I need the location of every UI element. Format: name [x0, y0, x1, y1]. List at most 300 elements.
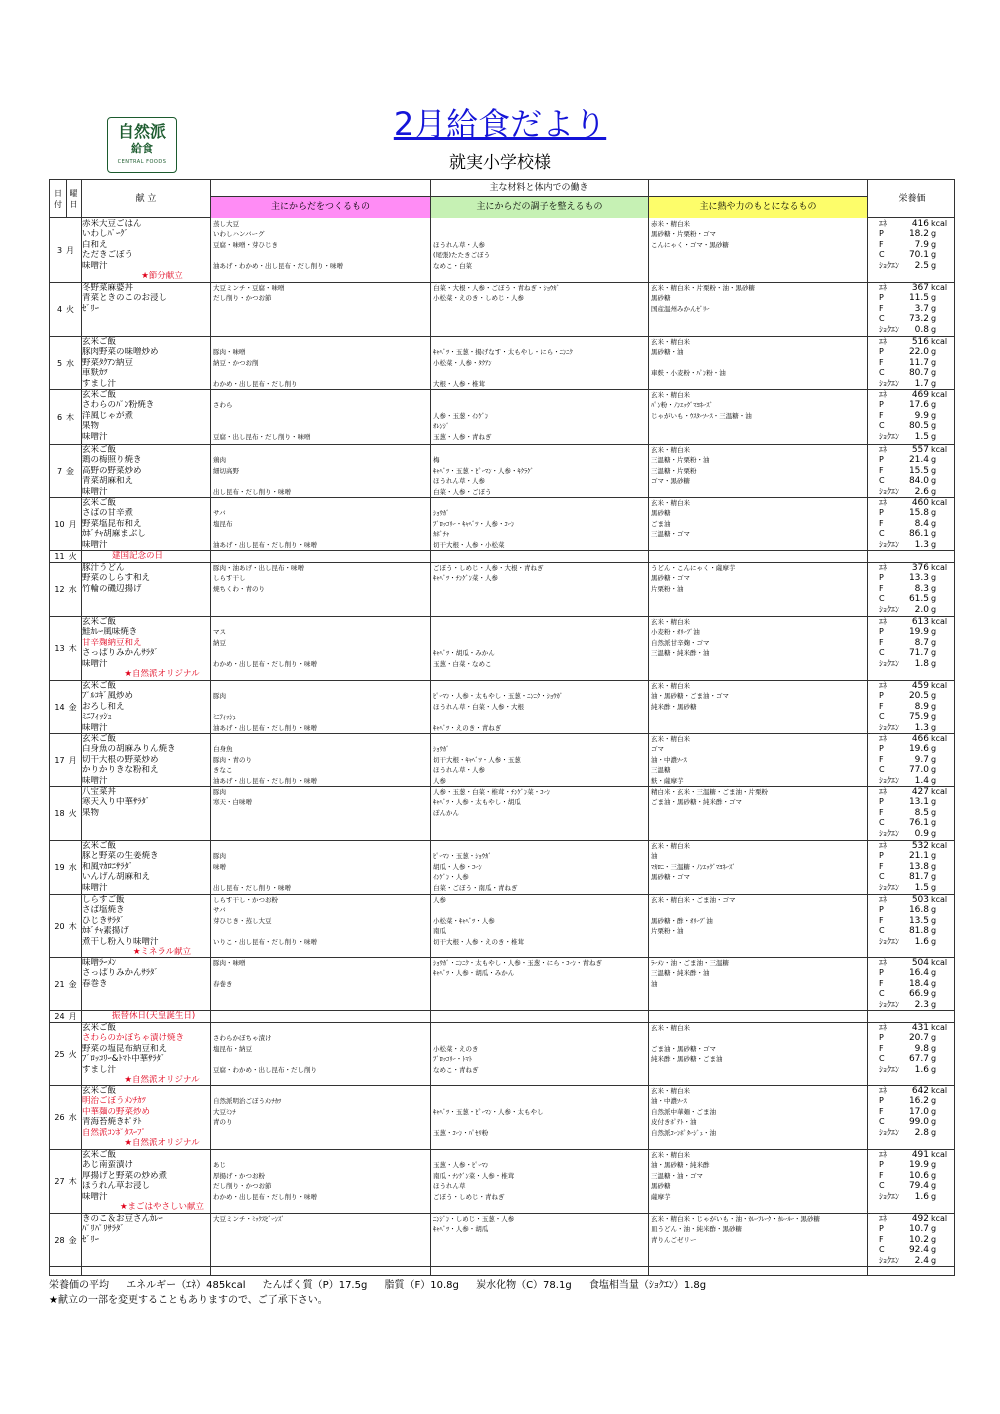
- material-item: 小松菜・えのき・しめじ・人参: [433, 294, 524, 303]
- material-item: [433, 229, 647, 239]
- materials-green: [433, 681, 647, 733]
- date-number: 28: [54, 1235, 65, 1245]
- material-item: 豚肉・味噌: [213, 959, 246, 967]
- materials-red: [213, 734, 429, 786]
- nutrition-value: 19.9: [908, 627, 929, 638]
- nutrition-salt: [879, 1128, 955, 1138]
- material-item: ｷｬﾍﾞﾂ・玉葱・ﾋﾟｰﾏﾝ・人参・太もやし: [433, 1107, 544, 1116]
- menu-item: 鶏の梅照り焼き: [82, 455, 142, 466]
- date-number: 25: [54, 1049, 65, 1059]
- menu-item: 玄米ご飯: [82, 617, 117, 627]
- material-item: わかめ・出し昆布・だし削り・味噌: [213, 659, 317, 668]
- material-item: 自然派明治ごぼうﾒﾝﾁｶﾂ: [213, 1097, 282, 1106]
- materials-yellow: [651, 734, 866, 786]
- material-item: [213, 734, 429, 744]
- material-item: 油あげ・出し昆布・だし削り・味噌: [213, 723, 317, 732]
- date-dow: 月: [68, 1012, 77, 1021]
- nutrition-key: ｼｮｸｴﾝ: [879, 828, 899, 838]
- material-item: 大根・人参・椎茸: [433, 379, 485, 388]
- menu-item: 玄米ご飯: [82, 1150, 117, 1160]
- nutrition-unit: g: [931, 421, 937, 431]
- nutrition-carb: [879, 765, 955, 775]
- nutrition-carb: [879, 529, 955, 539]
- holiday-row: [50, 1011, 955, 1023]
- nutrition-key: P: [879, 691, 884, 701]
- menu-item: ｾﾞﾘｰ: [82, 1234, 100, 1245]
- material-item: ごぼう・しめじ・人参・大根・青ねぎ: [433, 564, 544, 572]
- material-item: 青のり: [213, 1118, 233, 1127]
- material-item: 玉葱・白菜・なめこ: [433, 659, 492, 668]
- menu-item: かりかりきな粉和え: [82, 765, 159, 776]
- nutrition-unit: kcal: [931, 337, 948, 346]
- nutrition-value: 367: [911, 283, 929, 293]
- nutrition-value: 17.6: [908, 400, 929, 411]
- nutrition-value: 61.5: [908, 594, 929, 605]
- nutrition-unit: g: [931, 1106, 937, 1116]
- material-item: [651, 487, 866, 497]
- table-row: [50, 617, 955, 681]
- nutrition-key: F: [879, 1170, 884, 1180]
- logo-line1: 自然派: [117, 122, 166, 141]
- material-item: 豚肉・青のり: [213, 755, 252, 764]
- nutrition-key: P: [879, 229, 884, 239]
- menu-item: 青海苔焼きﾎﾟﾃﾄ: [82, 1117, 142, 1128]
- nutrition-energy: [879, 563, 955, 573]
- nutrition-salt: [879, 379, 955, 389]
- nutrition-key: ｴﾈ: [879, 283, 887, 292]
- nutrition-value: 80.7: [908, 368, 929, 379]
- nutrition-value: 8.4: [914, 518, 929, 529]
- nutrition-key: C: [879, 1245, 885, 1255]
- date-dow: 木: [68, 1177, 77, 1186]
- material-item: 玄米・精白米: [651, 338, 690, 346]
- nutrition-unit: g: [931, 851, 937, 861]
- nutrition-unit: g: [931, 999, 937, 1009]
- material-item: ｷｬﾍﾞﾂ・人参・胡瓜・みかん: [433, 969, 515, 978]
- menu-item: 玄米ご飯: [82, 445, 117, 455]
- menu-item: 味噌汁: [82, 486, 108, 497]
- nutrition-unit: g: [931, 539, 937, 549]
- menu-item: さわらのﾊﾟﾝ粉焼き: [82, 400, 155, 411]
- material-item: ﾏｶﾛﾆ・三温糖・ﾉﾝｴｯｸﾞﾏﾖﾈｰｽﾞ: [651, 862, 736, 871]
- nutrition-key: ｴﾈ: [879, 498, 887, 507]
- menu-item: 鮭ｶﾚｰ風味焼き: [82, 627, 138, 638]
- nutrition-key: ｴﾈ: [879, 841, 887, 850]
- nutrition-value: 491: [911, 1150, 929, 1160]
- nutrition-carb: [879, 712, 955, 722]
- material-item: [433, 734, 647, 744]
- nutrition-fat: [879, 638, 955, 648]
- material-item: [651, 883, 866, 893]
- material-item: 玄米・精白米: [651, 1024, 690, 1032]
- material-item: [433, 627, 647, 637]
- nutrition-value: 81.7: [908, 872, 929, 883]
- material-item: 塩昆布: [213, 519, 233, 528]
- material-item: [433, 841, 647, 851]
- nutrition-value: 1.3: [914, 722, 929, 733]
- header-dow: 曜 日: [69, 189, 78, 209]
- nutrition-salt: [879, 776, 955, 786]
- nutrition-unit: g: [931, 1245, 937, 1255]
- nutrition-unit: g: [931, 915, 937, 925]
- material-item: ｷｬﾍﾞﾂ・ﾁﾝｹﾞﾝ菜・人参: [433, 574, 498, 583]
- nutrition-unit: g: [931, 797, 937, 807]
- nutrition-key: ｴﾈ: [879, 445, 887, 454]
- material-item: 白菜・大根・人参・ごぼう・青ねぎ・ｼｮｳｶﾞ: [433, 284, 560, 292]
- date-dow: 水: [68, 585, 77, 594]
- nutrition-value: 1.4: [914, 775, 929, 786]
- material-item: ゴマ: [651, 745, 664, 754]
- menu-item: 味噌汁: [82, 658, 108, 669]
- menu-item: 味噌汁: [82, 882, 108, 893]
- material-item: [433, 681, 647, 691]
- nutrition-value: 16.8: [908, 905, 929, 916]
- nutrition-key: F: [879, 410, 884, 420]
- material-item: 片栗粉・油: [651, 584, 684, 593]
- nutrition-value: 11.7: [908, 357, 929, 368]
- material-item: ｼｮｳｶﾞ: [433, 509, 450, 518]
- date-number: 21: [54, 979, 65, 989]
- menu-item: 味噌汁: [82, 1191, 108, 1202]
- nutrition-value: 8.7: [914, 637, 929, 648]
- material-item: 南瓜・ﾁﾝｹﾞﾝ菜・人参・椎茸: [433, 1171, 515, 1180]
- nutrition-value: 10.6: [908, 1170, 929, 1181]
- material-item: ｷｬﾍﾞﾂ・胡瓜・みかん: [433, 649, 495, 658]
- nutrition-value: 469: [911, 390, 929, 400]
- material-item: 三温糖: [651, 766, 671, 775]
- materials-red: [213, 895, 429, 947]
- date-dow: 水: [66, 358, 75, 368]
- avg-label: 栄養価の平均: [49, 1280, 109, 1291]
- nutrition-value: 84.0: [908, 476, 929, 487]
- material-item: 出し昆布・だし削り・味噌: [213, 883, 291, 892]
- material-item: 南瓜: [433, 927, 446, 936]
- nutrition-protein: [879, 968, 955, 978]
- menu-item: 果物: [82, 421, 100, 432]
- date-dow: 木: [68, 644, 77, 653]
- date-dow: 火: [68, 552, 77, 561]
- nutrition-value: 92.4: [908, 1245, 929, 1256]
- nutrition-unit: kcal: [931, 390, 948, 399]
- nutrition-salt: [879, 883, 955, 893]
- material-item: 小松菜・えのき: [433, 1044, 479, 1053]
- date-number: 20: [54, 921, 65, 931]
- materials-yellow: [651, 1150, 866, 1202]
- materials-yellow: [651, 498, 866, 550]
- nutrition-value: 459: [911, 681, 929, 691]
- nutrition-key: ｼｮｸｴﾝ: [879, 604, 899, 614]
- nutrition-protein: [879, 1160, 955, 1170]
- material-item: 皿うどん・油・純米酢・黒砂糖: [651, 1225, 742, 1234]
- menu-item: 玄米ご飯: [82, 1086, 117, 1096]
- materials-red: [213, 283, 429, 304]
- nutrition-unit: g: [931, 604, 937, 614]
- nutrition-value: 613: [911, 617, 929, 627]
- date-cell: [50, 895, 81, 957]
- material-item: 玄米・精白米・片栗粉・油・黒砂糖: [651, 284, 755, 292]
- table-row: [50, 1150, 955, 1214]
- nutrition-value: 16.2: [908, 1096, 929, 1107]
- nutrition-fat: [879, 862, 955, 872]
- header-nutrition: 栄養価: [898, 193, 926, 204]
- nutrition-fat: [879, 916, 955, 926]
- nutrition-unit: kcal: [931, 787, 948, 796]
- nutrition-key: P: [879, 1160, 884, 1170]
- material-item: なめこ・青ねぎ: [433, 1065, 479, 1074]
- nutrition-key: ｴﾈ: [879, 337, 887, 346]
- material-item: 青りんごゼリー: [651, 1235, 697, 1244]
- nutrition-fat: [879, 979, 955, 989]
- materials-yellow: [651, 958, 866, 989]
- material-item: 玄米・精白米: [651, 499, 690, 507]
- nutrition-carb: [879, 818, 955, 828]
- date-cell: [50, 1214, 81, 1266]
- nutrition-value: 9.7: [914, 754, 929, 765]
- date-dow: 月: [68, 755, 77, 765]
- nutrition-unit: g: [931, 1033, 937, 1043]
- menu-item: ｶﾎﾞﾁｬ素揚げ: [82, 926, 129, 937]
- nutrition-key: ｴﾈ: [879, 681, 887, 690]
- nutrition-unit: g: [931, 1117, 937, 1127]
- material-item: ｲﾝｹﾞﾝ・人参: [433, 873, 469, 882]
- nutrition-key: F: [879, 754, 884, 764]
- nutrition-key: F: [879, 807, 884, 817]
- menu-item: ★自然派オリジナル: [124, 1075, 200, 1086]
- nutrition-value: 19.6: [908, 744, 929, 755]
- material-item: 国産温州みかんｾﾞﾘｰ: [651, 304, 710, 313]
- nutrition-fat: [879, 1107, 955, 1117]
- nutrition-key: ｼｮｸｴﾝ: [879, 431, 899, 441]
- avg-protein: たんぱく質（P）17.5g: [262, 1280, 368, 1291]
- nutrition-value: 516: [911, 337, 929, 347]
- nutrition-unit: kcal: [931, 498, 948, 507]
- material-item: 油: [651, 979, 658, 988]
- nutrition-value: 557: [911, 445, 929, 455]
- material-item: [213, 617, 429, 627]
- nutrition-fat: [879, 358, 955, 368]
- nutrition-fat: [879, 584, 955, 594]
- nutrition-unit: g: [931, 1127, 937, 1137]
- nutrition-unit: g: [931, 691, 937, 701]
- nutrition-unit: g: [931, 229, 937, 239]
- material-item: 油・黒砂糖・ごま油・ゴマ: [651, 692, 729, 701]
- nutrition-key: ｴﾈ: [879, 390, 887, 399]
- material-item: 車麩・小麦粉・ﾊﾟﾝ粉・油: [651, 369, 726, 378]
- nutrition-key: ｴﾈ: [879, 1150, 887, 1159]
- material-item: [433, 1235, 647, 1245]
- material-item: ﾌﾞﾛｯｺﾘｰ・ｷｬﾍﾞﾂ・人参・ｺｰﾝ: [433, 519, 515, 528]
- nutrition-unit: g: [931, 594, 937, 604]
- material-item: [213, 337, 429, 347]
- material-item: ｷｬﾍﾞﾂ・人参・胡瓜: [433, 1225, 489, 1234]
- nutrition-value: 76.1: [908, 818, 929, 829]
- material-item: 納豆・かつお削: [213, 358, 259, 367]
- materials-green: [433, 498, 647, 550]
- nutrition-unit: g: [931, 828, 937, 838]
- nutrition-value: 2.6: [914, 486, 929, 497]
- nutrition-value: 1.6: [914, 936, 929, 947]
- table-row: [50, 1214, 955, 1267]
- date-cell: [50, 498, 81, 550]
- nutrition-key: F: [879, 1234, 884, 1244]
- nutrition-key: ｴﾈ: [879, 1086, 887, 1095]
- nutrition-fat: [879, 1235, 955, 1245]
- material-item: ｷｬﾍﾞﾂ・えのき・青ねぎ: [433, 723, 502, 732]
- material-item: 玄米・精白米: [651, 842, 690, 850]
- material-item: [213, 1150, 429, 1160]
- nutrition-unit: g: [931, 368, 937, 378]
- materials-green: [433, 617, 647, 669]
- material-item: 玄米・精白米: [651, 1151, 690, 1159]
- nutrition-key: F: [879, 861, 884, 871]
- nutrition-value: 73.2: [908, 314, 929, 325]
- menu-item: 煮干し粉入り味噌汁: [82, 936, 159, 947]
- material-item: 精白米・玄米・三温糖・ごま油・片栗粉: [651, 788, 768, 796]
- materials-red: [213, 337, 429, 389]
- material-item: 寒天・白味噌: [213, 798, 252, 807]
- materials-yellow: [651, 617, 866, 669]
- nutrition-value: 416: [911, 219, 929, 229]
- nutrition-key: P: [879, 1033, 884, 1043]
- date-number: 24: [54, 1012, 65, 1021]
- nutrition-energy: [879, 283, 955, 293]
- date-dow: 月: [68, 519, 77, 529]
- material-item: 小松菜・人参・ﾀｸｱﾝ: [433, 358, 492, 367]
- material-item: ｼｮｳｶﾞ・ﾆﾝﾆｸ・太もやし・人参・玉葱・にら・ｺｰﾝ・青ねぎ: [433, 959, 602, 967]
- header-red: 主にからだをつくるもの: [211, 197, 430, 218]
- material-item: 味噌: [213, 862, 226, 871]
- nutrition-salt: [879, 829, 955, 839]
- nutrition-value: 460: [911, 498, 929, 508]
- nutrition-value: 13.3: [908, 573, 929, 584]
- table-row: [50, 734, 955, 787]
- materials-yellow: [651, 283, 866, 314]
- materials-yellow: [651, 219, 866, 271]
- material-item: [433, 337, 647, 347]
- menu-item: さば塩焼き: [82, 905, 125, 916]
- nutrition-unit: g: [931, 722, 937, 732]
- material-item: 芽ひじき・蒸し大豆: [213, 916, 272, 925]
- date-cell: [50, 337, 81, 389]
- date-dow: 金: [68, 979, 77, 989]
- date-number: 10: [54, 519, 65, 529]
- materials-yellow: [651, 681, 866, 733]
- nutrition-fat: [879, 519, 955, 529]
- nutrition-carb: [879, 314, 955, 324]
- menu-item: さっぱりみかんｻﾗﾀﾞ: [82, 648, 159, 659]
- nutrition-unit: g: [931, 357, 937, 367]
- nutrition-unit: g: [931, 1043, 937, 1053]
- menu-item: さばの甘辛煮: [82, 508, 134, 519]
- material-item: [213, 968, 429, 978]
- menu-item: ﾊﾟﾘﾊﾟﾘｻﾗﾀﾞ: [82, 1224, 125, 1235]
- date-cell: [50, 958, 81, 1010]
- nutrition-values: [879, 895, 955, 947]
- nutrition-energy: [879, 337, 955, 347]
- nutrition-protein: [879, 455, 955, 465]
- material-item: いりこ・出し昆布・だし削り・味噌: [213, 937, 317, 946]
- material-item: 小松菜・ｷｬﾍﾞﾂ・人参: [433, 916, 495, 925]
- date-cell: [50, 445, 81, 497]
- menu-item: 寒天入り中華ｻﾗﾀﾞ: [82, 797, 151, 808]
- material-item: [213, 250, 429, 260]
- nutrition-unit: g: [931, 936, 937, 946]
- nutrition-value: 642: [911, 1086, 929, 1096]
- nutrition-value: 20.7: [908, 1033, 929, 1044]
- materials-red: [213, 445, 429, 497]
- material-item: 玉葱・人参・ﾋﾟｰﾏﾝ: [433, 1161, 489, 1170]
- material-item: 切干大根・人参・えのき・椎茸: [433, 937, 524, 946]
- material-item: [651, 808, 866, 818]
- material-item: わかめ・出し昆布・だし削り: [213, 379, 298, 388]
- material-item: ﾊﾟﾝ粉・ﾉﾝｴｯｸﾞﾏﾖﾈｰｽﾞ: [651, 401, 713, 410]
- material-item: [433, 390, 647, 400]
- material-item: 油あげ・わかめ・出し昆布・だし削り・味噌: [213, 261, 343, 270]
- material-item: 豚肉・味噌: [213, 348, 246, 357]
- materials-yellow: [651, 563, 866, 594]
- nutrition-value: 1.8: [914, 658, 929, 669]
- material-item: 片栗粉・油: [651, 927, 684, 936]
- materials-green: [433, 958, 647, 989]
- nutrition-value: 11.5: [908, 293, 929, 304]
- material-item: しらす干し・かつお粉: [213, 896, 278, 904]
- material-item: 白菜・ごぼう・南瓜・青ねぎ: [433, 883, 518, 892]
- material-item: [433, 1150, 647, 1160]
- material-item: 豆腐・出し昆布・だし削り・味噌: [213, 432, 311, 441]
- menu-item: いわしﾊﾞｰｸﾞ: [82, 229, 129, 240]
- nutrition-key: ｼｮｸｴﾝ: [879, 1255, 899, 1265]
- nutrition-value: 81.8: [908, 926, 929, 937]
- nutrition-unit: g: [931, 926, 937, 936]
- nutrition-fat: [879, 1171, 955, 1181]
- material-item: [213, 926, 429, 936]
- menu-item: すまし汁: [82, 378, 117, 389]
- header-yellow: 主に熱や力のもとになるもの: [649, 197, 867, 218]
- menu-item: 野菜の塩昆布納豆和え: [82, 1043, 168, 1054]
- materials-yellow: [651, 787, 866, 818]
- materials-green: [433, 895, 647, 947]
- nutrition-values: [879, 681, 955, 733]
- nutrition-unit: kcal: [931, 219, 948, 228]
- nutrition-key: C: [879, 818, 885, 828]
- nutrition-value: 427: [911, 787, 929, 797]
- nutrition-key: F: [879, 915, 884, 925]
- material-item: 玄米・精白米: [651, 682, 690, 690]
- nutrition-salt: [879, 261, 955, 271]
- material-item: 梅: [433, 456, 440, 465]
- table-row: [50, 498, 955, 551]
- nutrition-key: ｼｮｸｴﾝ: [879, 378, 899, 388]
- nutrition-unit: g: [931, 627, 937, 637]
- nutrition-fat: [879, 304, 955, 314]
- nutrition-unit: g: [931, 347, 937, 357]
- nutrition-key: ｴﾈ: [879, 1023, 887, 1032]
- material-item: 薩摩芋: [651, 1192, 671, 1201]
- nutrition-protein: [879, 293, 955, 303]
- nutrition-unit: g: [931, 872, 937, 882]
- nutrition-carb: [879, 648, 955, 658]
- date-dow: 火: [68, 1049, 77, 1059]
- material-item: ﾆﾝｼﾞﾝ・しめじ・玉葱・人参: [433, 1215, 515, 1223]
- nutrition-key: ｼｮｸｴﾝ: [879, 882, 899, 892]
- holiday-text: 建国記念の日: [112, 551, 164, 561]
- nutrition-energy: [879, 681, 955, 691]
- nutrition-unit: g: [931, 818, 937, 828]
- material-item: [213, 529, 429, 539]
- avg-carb: 炭水化物（C）78.1g: [476, 1280, 572, 1291]
- nutrition-protein: [879, 508, 955, 518]
- table-row: [50, 1023, 955, 1086]
